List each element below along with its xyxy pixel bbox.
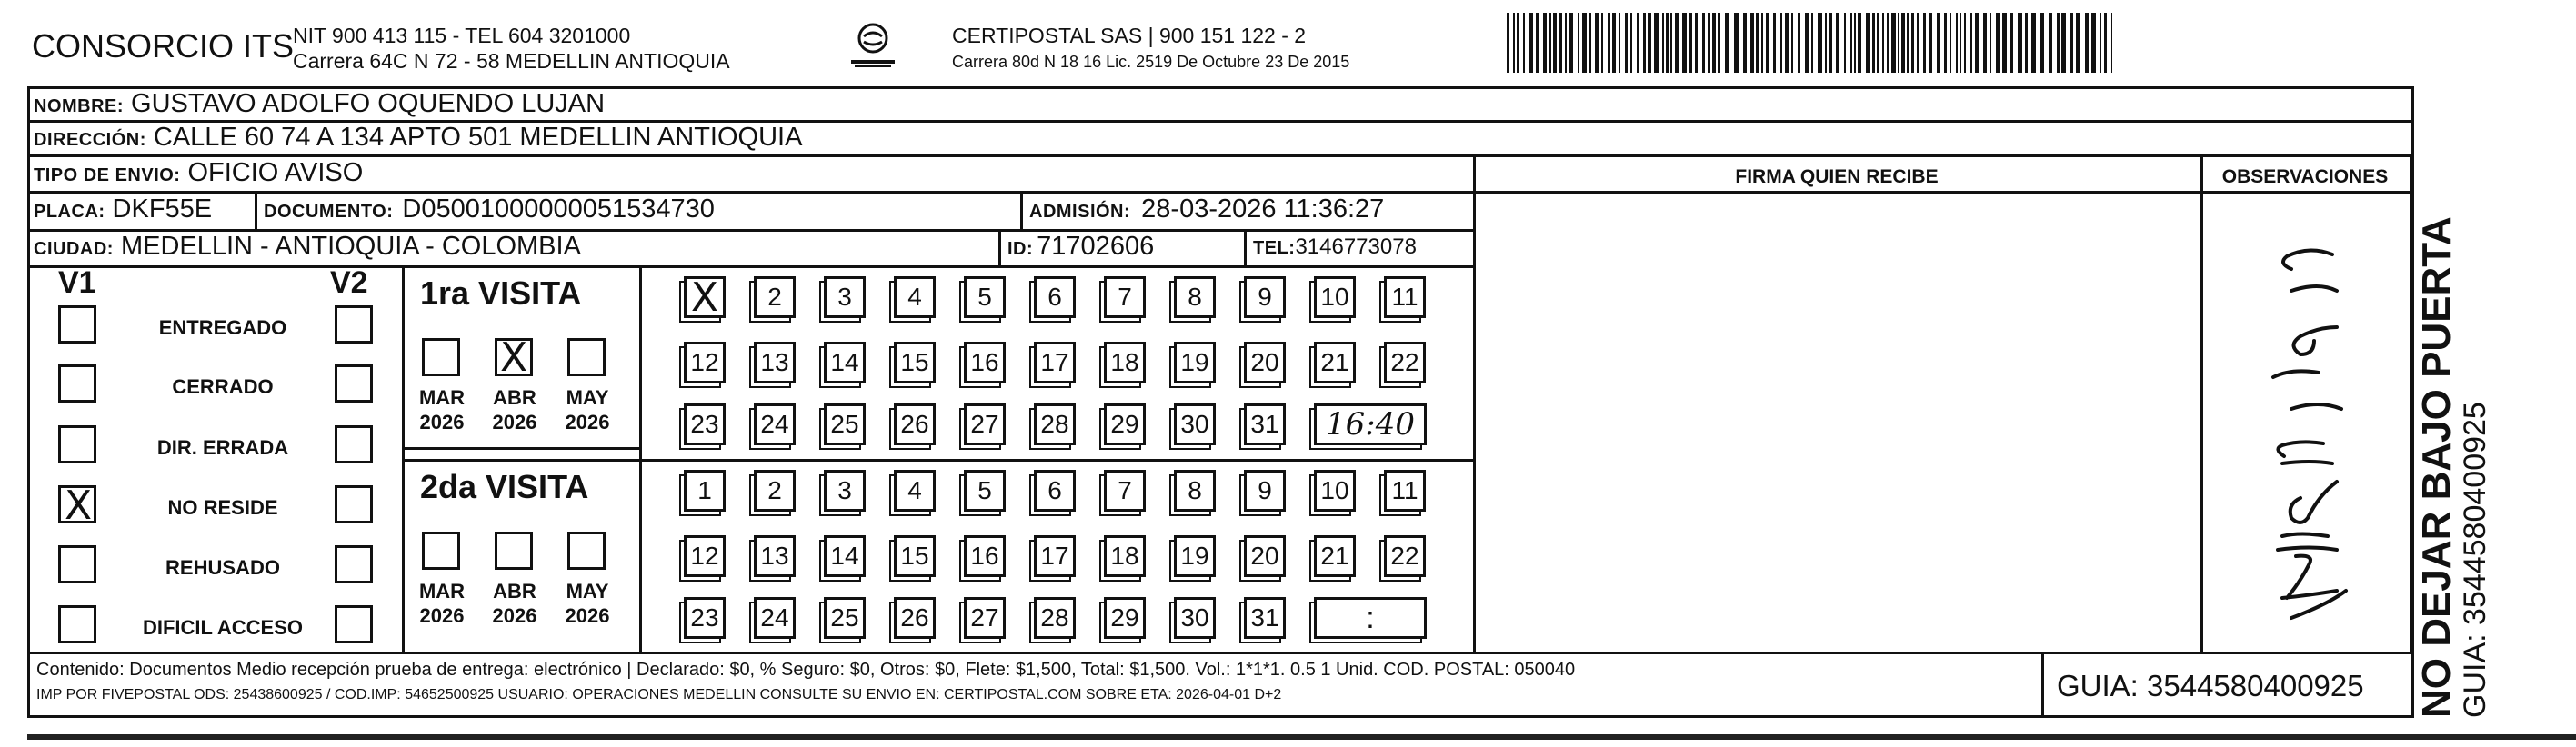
day-box[interactable]: 14 (824, 342, 866, 383)
day-box[interactable]: 31 (1244, 597, 1286, 639)
documento-label: DOCUMENTO: (264, 202, 394, 222)
day-box[interactable]: 2 (754, 470, 796, 512)
status-v1-checkbox[interactable] (58, 483, 96, 529)
day-box[interactable]: 4 (894, 470, 936, 512)
month-label (560, 385, 615, 434)
day-box[interactable]: 12 (684, 342, 726, 383)
nombre-label: NOMBRE: (34, 96, 125, 116)
month-label (415, 385, 469, 434)
bottom-edge (27, 734, 2576, 740)
time-box[interactable]: : (1314, 597, 1427, 639)
day-box[interactable]: 9 (1244, 276, 1286, 318)
day-box[interactable]: 7 (1104, 470, 1146, 512)
day-box[interactable]: 10 (1314, 470, 1356, 512)
day-box[interactable]: 25 (824, 403, 866, 445)
time-box[interactable]: 16:40 (1314, 403, 1427, 445)
day-box[interactable]: 23 (684, 597, 726, 639)
documento-row (264, 194, 715, 224)
month-label (487, 579, 542, 628)
id-value: 71702606 (1037, 232, 1155, 261)
month-name: ABR (493, 580, 536, 603)
day-box[interactable]: 21 (1314, 342, 1356, 383)
day-box[interactable]: 24 (754, 403, 796, 445)
v1-label: V1 (58, 265, 96, 300)
footer-guia: GUIA: 3544580400925 (2057, 669, 2364, 702)
month-checkbox[interactable] (422, 338, 460, 376)
tel-row (1253, 234, 1417, 260)
day-box[interactable]: 22 (1384, 342, 1426, 383)
day-box[interactable]: 5 (964, 470, 1006, 512)
documento-value: D05001000000051534730 (402, 194, 715, 224)
day-box[interactable]: 3 (824, 470, 866, 512)
status-v2-checkbox[interactable] (335, 364, 373, 403)
day-box[interactable]: 13 (754, 342, 796, 383)
month-label (560, 579, 615, 628)
company-address: Carrera 64C N 72 - 58 MEDELLIN ANTIOQUIA (293, 49, 730, 73)
month-name: ABR (493, 386, 536, 409)
firma-label: FIRMA QUIEN RECIBE (1735, 166, 1939, 187)
tel-value: 3146773078 (1295, 234, 1417, 259)
month-year: 2026 (419, 411, 465, 433)
day-box[interactable]: 28 (1034, 597, 1076, 639)
nit-line: NIT 900 413 115 - TEL 604 3201000 (293, 24, 631, 47)
day-box[interactable]: 26 (894, 403, 936, 445)
day-box[interactable]: 18 (1104, 342, 1146, 383)
day-box[interactable]: 11 (1384, 276, 1426, 318)
day-box[interactable]: 28 (1034, 403, 1076, 445)
day-box[interactable]: 20 (1244, 342, 1286, 383)
placa-row (34, 194, 212, 224)
day-box[interactable]: 9 (1244, 470, 1286, 512)
month-label (415, 579, 469, 628)
certipostal-logo-icon (846, 20, 900, 71)
day-box[interactable]: 24 (754, 597, 796, 639)
status-v1-checkbox[interactable] (58, 605, 96, 643)
day-box[interactable]: 30 (1174, 597, 1216, 639)
status-v2-checkbox[interactable] (335, 545, 373, 583)
admision-row (1029, 194, 1384, 224)
placa-label: PLACA: (34, 202, 105, 222)
status-v1-checkbox[interactable] (58, 545, 96, 583)
day-box[interactable]: 10 (1314, 276, 1356, 318)
day-box[interactable]: 13 (754, 535, 796, 577)
day-box[interactable]: 18 (1104, 535, 1146, 577)
day-box[interactable]: 27 (964, 597, 1006, 639)
day-box[interactable]: 17 (1034, 342, 1076, 383)
certipostal-line: CERTIPOSTAL SAS | 900 151 122 - 2 (952, 24, 1307, 47)
signature-handwriting (2200, 191, 2410, 652)
day-box[interactable]: 22 (1384, 535, 1426, 577)
direccion-value: CALLE 60 74 A 134 APTO 501 MEDELLIN ANTIOQUIA (153, 123, 803, 152)
status-label: ENTREGADO (158, 316, 287, 339)
status-v1-checkbox[interactable] (58, 305, 96, 344)
day-box[interactable]: 3 (824, 276, 866, 318)
month-checkbox[interactable] (567, 338, 606, 376)
month-checkbox[interactable] (495, 532, 533, 570)
day-box[interactable]: 15 (894, 342, 936, 383)
status-check-mark: X (65, 483, 93, 529)
day-box[interactable]: 11 (1384, 470, 1426, 512)
day-box[interactable]: 21 (1314, 535, 1356, 577)
status-v2-checkbox[interactable] (335, 605, 373, 643)
admision-label: ADMISIÓN: (1029, 202, 1131, 222)
id-row (1007, 232, 1154, 262)
status-label: REHUSADO (165, 556, 280, 579)
day-box[interactable]: 27 (964, 403, 1006, 445)
status-v2-checkbox[interactable] (335, 485, 373, 523)
v2-label: V2 (330, 265, 368, 300)
day-box[interactable]: 19 (1174, 342, 1216, 383)
visit-title: 1ra VISITA (420, 274, 582, 312)
tipo-label: TIPO DE ENVIO: (34, 165, 181, 185)
footer-imp-line: IMP POR FIVEPOSTAL ODS: 25438600925 / COD.IMP: 54652500925 USUARIO: OPERACIONES MEDELLIN CONSULTE SU ENVIO EN: CERTIPOSTAL.COM SOBRE ETA: 2026-04-01 D+2 (36, 687, 1282, 702)
tel-label: TEL: (1253, 238, 1296, 258)
day-box[interactable]: 2 (754, 276, 796, 318)
month-checkbox[interactable] (422, 532, 460, 570)
status-v1-checkbox[interactable] (58, 364, 96, 403)
direccion-label: DIRECCIÓN: (34, 130, 146, 150)
month-name: MAR (418, 580, 466, 603)
side-text (2416, 91, 2492, 718)
status-v1-checkbox[interactable] (58, 425, 96, 463)
tipo-row (34, 158, 363, 188)
status-v2-checkbox[interactable] (335, 425, 373, 463)
day-box[interactable]: 29 (1104, 403, 1146, 445)
barcode-icon (1505, 13, 2114, 73)
day-box[interactable]: X (684, 276, 726, 318)
side-guia: GUIA: 3544580400925 (2458, 402, 2492, 718)
day-box[interactable]: 7 (1104, 276, 1146, 318)
month-name: MAY (566, 386, 609, 409)
status-label: DIR. ERRADA (156, 436, 289, 459)
month-year: 2026 (565, 411, 610, 433)
month-year: 2026 (565, 604, 610, 627)
month-year: 2026 (492, 604, 537, 627)
status-label: CERRADO (172, 375, 274, 398)
ciudad-label: CIUDAD: (34, 239, 114, 259)
month-year: 2026 (419, 604, 465, 627)
day-box[interactable]: 29 (1104, 597, 1146, 639)
day-box[interactable]: 30 (1174, 403, 1216, 445)
day-box[interactable]: 4 (894, 276, 936, 318)
status-label: NO RESIDE (167, 496, 278, 519)
id-label: ID: (1007, 239, 1034, 259)
certipostal-address: Carrera 80d N 18 16 Lic. 2519 De Octubre 23 De 2015 (952, 53, 1350, 71)
admision-value: 28-03-2026 11:36:27 (1141, 194, 1385, 224)
day-box[interactable]: 6 (1034, 276, 1076, 318)
day-box[interactable]: 12 (684, 535, 726, 577)
day-box[interactable]: 31 (1244, 403, 1286, 445)
month-name: MAR (418, 386, 466, 409)
day-box[interactable]: 8 (1174, 470, 1216, 512)
footer-content-line: Contenido: Documentos Medio recepción prueba de entrega: electrónico | Declarado: $0, % Seguro: $0, Otros: $0, Flete: $1,500, Total: $1,500. Vol.: 1*1*1. 0.5 1 Unid. COD. POSTAL: 050040 (36, 660, 1576, 680)
month-check-mark: X (500, 334, 528, 381)
company-name: CONSORCIO ITS (32, 27, 295, 65)
day-box[interactable]: 5 (964, 276, 1006, 318)
visit-title: 2da VISITA (420, 468, 589, 505)
day-box[interactable]: 23 (684, 403, 726, 445)
observaciones-label: OBSERVACIONES (2221, 166, 2389, 187)
status-label: DIFICIL ACCESO (142, 616, 303, 639)
month-year: 2026 (492, 411, 537, 433)
day-box[interactable]: 15 (894, 535, 936, 577)
month-checkbox[interactable] (495, 334, 533, 381)
day-box[interactable]: 25 (824, 597, 866, 639)
day-box[interactable]: 26 (894, 597, 936, 639)
day-box[interactable]: 1 (684, 470, 726, 512)
day-box[interactable]: 14 (824, 535, 866, 577)
day-box[interactable]: 16 (964, 342, 1006, 383)
ciudad-row (34, 232, 581, 262)
tipo-value: OFICIO AVISO (187, 158, 364, 187)
day-box[interactable]: 17 (1034, 535, 1076, 577)
day-box[interactable]: 16 (964, 535, 1006, 577)
side-no-dejar: NO DEJAR BAJO PUERTA (2414, 216, 2459, 718)
ciudad-value: MEDELLIN - ANTIOQUIA - COLOMBIA (120, 232, 581, 261)
month-name: MAY (566, 580, 609, 603)
placa-value: DKF55E (112, 194, 213, 224)
month-checkbox[interactable] (567, 532, 606, 570)
day-box[interactable]: 20 (1244, 535, 1286, 577)
nombre-value: GUSTAVO ADOLFO OQUENDO LUJAN (131, 89, 606, 118)
day-box[interactable]: 6 (1034, 470, 1076, 512)
day-box[interactable]: 8 (1174, 276, 1216, 318)
nombre-row (34, 89, 605, 119)
direccion-row (34, 123, 802, 153)
status-v2-checkbox[interactable] (335, 305, 373, 344)
day-box[interactable]: 19 (1174, 535, 1216, 577)
month-label (487, 385, 542, 434)
